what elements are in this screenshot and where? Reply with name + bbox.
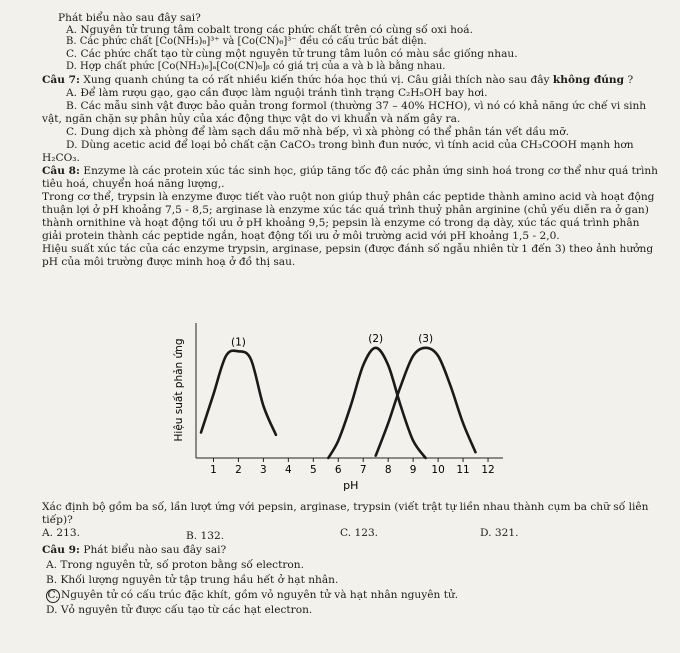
q9-text: Phát biểu nào sau đây sai? — [83, 544, 227, 556]
q8-ask: Xác định bộ gồm ba số, lần lượt ứng với pepsin, arginase, trypsin (viết trật tự liền nhau thành cụm ba chữ số liên — [42, 501, 649, 513]
x-tick-label-8: 8 — [384, 464, 392, 476]
q8-ask-cont: tiếp)? — [42, 514, 73, 526]
series-label-3: (3) — [418, 332, 434, 345]
q8-text-4: thuận lợi ở pH khoảng 7,5 - 8,5; arginase là enzyme xúc tác quá trình thuỷ phân arginine (chủ yếu diễn ra ở gan) — [42, 204, 649, 216]
x-tick-label-10: 10 — [431, 464, 445, 476]
q8-label: Câu 8: — [42, 165, 80, 177]
q7-stem — [42, 74, 633, 86]
q9-option-c — [46, 589, 458, 603]
q9-label: Câu 9: — [42, 544, 80, 556]
q8-option-d: D. 321. — [480, 527, 519, 539]
q8-text: Enzyme là các protein xúc tác sinh học, giúp tăng tốc độ các phản ứng sinh hoá trong cơ thể như quá trình — [83, 165, 658, 177]
q7-text: Xung quanh chúng ta có rất nhiều kiến thức hóa học thú vị. Câu giải thích nào sau đây — [83, 74, 550, 86]
q6-option-d: D. Hợp chất phức [Co(NH₃)₆]ₐ[Co(CN)₆]ᵦ có giá trị của a và b là bằng nhau. — [66, 61, 446, 72]
series-line-3 — [376, 348, 476, 456]
q7-emphasis: không đúng — [552, 74, 625, 86]
y-axis-label: Hiệu suất phản ứng — [173, 338, 185, 442]
x-axis-label: pH — [343, 479, 359, 492]
q8-text-6: giải protein thành các peptide ngắn, hoạt động tối ưu ở môi trường acid với pH khoảng 1,5 - 2,0. — [42, 230, 560, 242]
q6-option-a: A. Nguyên tử trung tâm cobalt trong các phức chất trên có cùng số oxi hoá. — [66, 24, 473, 36]
series-label-2: (2) — [368, 332, 384, 345]
x-tick-label-6: 6 — [334, 464, 342, 476]
q9-option-b: B. Khối lượng nguyên tử tập trung hầu hết ở hạt nhân. — [46, 574, 339, 586]
x-tick-label-7: 7 — [359, 464, 367, 476]
q8-option-a: A. 213. — [42, 527, 80, 539]
x-tick-label-4: 4 — [285, 464, 292, 476]
selected-answer-mark: C. — [47, 589, 59, 601]
x-tick-label-12: 12 — [481, 464, 495, 476]
q7-option-d: D. Dùng acetic acid để loại bỏ chất cặn CaCO₃ trong bình đun nước, vì tính acid của CH₃COOH mạnh hơn — [66, 139, 634, 151]
series-line-2 — [328, 348, 425, 458]
q8-text-8: pH của môi trường được minh hoạ ở đồ thị sau. — [42, 256, 296, 268]
x-tick-label-9: 9 — [409, 464, 417, 476]
q8-text-3: Trong cơ thể, trypsin là enzyme được tiết vào ruột non giúp thuỷ phân các peptide thành amino acid và hoạt động — [42, 191, 655, 203]
q6-stem: Phát biểu nào sau đây sai? — [58, 12, 201, 24]
q8-option-c: C. 123. — [340, 527, 379, 539]
series-line-1 — [201, 351, 276, 435]
x-tick-label-1: 1 — [210, 464, 217, 476]
q7-label: Câu 7: — [42, 74, 80, 86]
q6-option-c: C. Các phức chất tạo từ cùng một nguyên tử trung tâm luôn có màu sắc giống nhau. — [66, 48, 518, 60]
q7-option-d-cont: H₂CO₃. — [42, 152, 80, 164]
q6-option-b: B. Các phức chất [Co(NH₃)₆]³⁺ và [Co(CN)₆]³⁻ đều có cấu trúc bát diện. — [66, 36, 427, 47]
q9-option-c-text: Nguyên tử có cấu trúc đặc khít, gồm vỏ nguyên tử và hạt nhân nguyên tử. — [61, 589, 459, 601]
q8-stem — [42, 165, 658, 177]
series-label-1: (1) — [230, 336, 246, 349]
q7-end: ? — [627, 74, 634, 86]
x-tick-label-11: 11 — [456, 464, 470, 476]
q9-option-d: D. Vỏ nguyên tử được cấu tạo từ các hạt electron. — [46, 604, 313, 616]
q7-option-c: C. Dung dịch xà phòng để làm sạch dầu mỡ nhà bếp, vì xà phòng có thể phân tán vết dầu mỡ. — [66, 126, 569, 138]
q7-option-b-cont: vật, ngăn chặn sự phân hủy của xác động thực vật do vi khuẩn và nấm gây ra. — [42, 113, 461, 125]
q8-text-5: thành ornithine và hoạt động tối ưu ở pH khoảng 9,5; pepsin là enzyme có trong dạ dày, xúc tác quá trình phân — [42, 217, 640, 229]
q9-stem — [42, 544, 226, 556]
q7-option-a: A. Để làm rượu gạo, gạo cần được làm nguội tránh tình trạng C₂H₅OH bay hơi. — [66, 87, 488, 99]
x-tick-label-3: 3 — [260, 464, 267, 476]
q8-text-2: tiêu hoá, chuyển hoá năng lượng,. — [42, 178, 225, 190]
x-tick-label-5: 5 — [309, 464, 317, 476]
q8-option-b: B. 132. — [186, 530, 225, 542]
x-tick-label-2: 2 — [235, 464, 242, 476]
q7-option-b: B. Các mẫu sinh vật được bảo quản trong formol (thường 37 – 40% HCHO), vì nó có khả năng ức chế vi sinh — [66, 100, 647, 112]
enzyme-ph-chart — [168, 318, 508, 498]
q9-option-a: A. Trong nguyên tử, số proton bằng số electron. — [46, 559, 304, 571]
q8-text-7: Hiệu suất xúc tác của các enzyme trypsin, arginase, pepsin (được đánh số ngẫu nhiên từ 1 đến 3) theo ảnh hưởng — [42, 243, 654, 255]
